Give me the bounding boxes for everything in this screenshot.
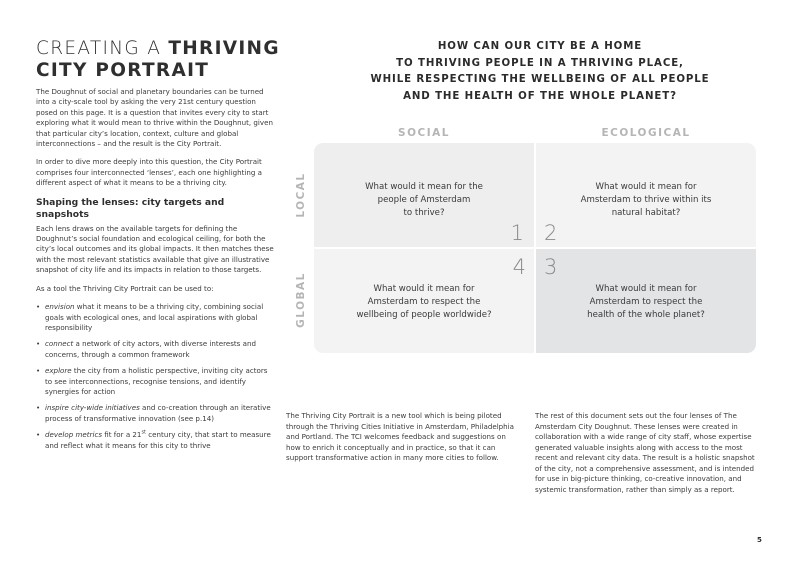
quadrant-line: people of Amsterdam	[377, 195, 471, 205]
list-item	[36, 430, 276, 451]
page-number: 5	[757, 536, 762, 544]
left-column	[36, 87, 276, 457]
bullet-sup: st	[141, 429, 147, 436]
bullet-text: and co-creation through an iterative process of transformative innovation (see p.14)	[45, 403, 271, 423]
list-item	[36, 302, 276, 333]
bullet-text: the city from a holistic perspective, inviting city actors to see interconnections, recognise tensions, and identify synergies for action	[45, 366, 268, 396]
bullet-em: connect	[45, 339, 74, 349]
quadrant-line: What would it mean for the	[365, 182, 483, 192]
quadrant-global-social	[314, 249, 534, 353]
quadrant-question	[324, 181, 524, 220]
quadrant-line: Amsterdam to thrive within its	[580, 195, 712, 205]
page-title	[36, 38, 286, 82]
bullet-text: a network of city actors, with diverse interests and concerns, through a common framework	[45, 339, 256, 359]
bullet-text: century city, that start to measure and reflect what it means for this city to thrive	[45, 430, 271, 450]
bullet-em: inspire city-wide initiatives	[45, 403, 140, 413]
quadrant-number: 1	[510, 221, 524, 245]
quadrant-line: to thrive?	[403, 208, 445, 218]
bullet-em: explore	[45, 366, 72, 376]
uses-list	[36, 302, 276, 451]
title-bold-2: CITY PORTRAIT	[36, 60, 210, 81]
lens-grid	[314, 143, 756, 353]
quadrant-number: 4	[512, 255, 526, 279]
bullet-em: develop metrics	[45, 430, 103, 440]
intro-paragraph-2: In order to dive more deeply into this question, the City Portrait comprises four interconnected ‘lenses’, each one highlighting a different aspect of what it means to be a thriving city.	[36, 157, 263, 188]
list-item	[36, 366, 276, 397]
quadrant-number: 2	[544, 221, 558, 245]
quadrant-question	[546, 181, 746, 220]
quadrant-line: What would it mean for	[595, 182, 697, 192]
lenses-heading: Shaping the lenses: city targets and snapshots	[36, 196, 225, 220]
quadrant-number: 3	[544, 255, 558, 279]
list-item	[36, 403, 276, 424]
quadrant-line: What would it mean for	[373, 284, 475, 294]
quadrant-line: health of the whole planet?	[587, 310, 705, 320]
list-item	[36, 339, 276, 360]
row-label-local: LOCAL	[295, 172, 307, 218]
column-label-ecological: ECOLOGICAL	[601, 127, 691, 139]
column-label-social: SOCIAL	[398, 127, 450, 139]
bullet-text: what it means to be a thriving city, combining social goals with ecological ones, and local aspirations with global responsibility	[45, 302, 264, 332]
quadrant-local-social	[314, 143, 534, 247]
question-line-1: HOW CAN OUR CITY BE A HOME	[437, 41, 643, 52]
quadrant-global-ecological	[536, 249, 756, 353]
bottom-left-paragraph: The Thriving City Portrait is a new tool which is being piloted through the Thriving Cities Initiative in Amsterdam, Philadelphia and Portland. The TCI welcomes feedback and suggestions on how to enrich it conceptually and in practice, so that it can support transformative action in many more cities to follow.	[286, 411, 514, 462]
quadrant-line: Amsterdam to respect the	[589, 297, 703, 307]
quadrant-local-ecological	[536, 143, 756, 247]
bullet-em: envision	[45, 302, 75, 312]
question-line-4: AND THE HEALTH OF THE WHOLE PLANET?	[403, 90, 677, 102]
quadrant-line: wellbeing of people worldwide?	[356, 310, 492, 320]
title-light: CREATING A	[36, 38, 169, 59]
bottom-right-paragraph: The rest of this document sets out the four lenses of The Amsterdam City Doughnut. These lenses were created in collaboration with a wide range of city staff, whose expertise generated valuable insights along with access to the most recent and relevant city data. The result is a holistic snapshot of the city, not a comprehensive assessment, and is intended for use in big-picture thinking, co-creative innovation, and systemic transformation, rather than simply as a report.	[535, 411, 755, 494]
quadrant-question	[546, 283, 746, 322]
quadrant-line: natural habitat?	[611, 208, 681, 218]
intro-paragraph-1: The Doughnut of social and planetary boundaries can be turned into a city-scale tool by asking the very 21st century question posed on this page. It is a question that invites every city to start exploring what it would mean to thrive within the Doughnut, given that particular city’s location, context, culture and global interconnections – and the result is the City Portrait.	[36, 87, 273, 149]
lenses-lead: As a tool the Thriving City Portrait can be used to:	[36, 283, 214, 293]
bullet-text-before: fit for a 21	[102, 430, 142, 440]
title-bold-1: THRIVING	[168, 38, 280, 59]
central-question	[330, 39, 750, 105]
quadrant-line: Amsterdam to respect the	[367, 297, 481, 307]
quadrant-line: What would it mean for	[595, 284, 697, 294]
row-label-global: GLOBAL	[295, 272, 307, 328]
question-line-3: WHILE RESPECTING THE WELLBEING OF ALL PEOPLE	[370, 74, 710, 85]
lenses-body: Each lens draws on the available targets for defining the Doughnut’s social foundation and ecological ceiling, for both the city’s local outcomes and its global impacts. It then matches these with the most relevant statistics available that give an illustrative snapshot of city life and its impacts in relation to those targets.	[36, 223, 274, 275]
quadrant-question	[324, 283, 524, 322]
question-line-2: TO THRIVING PEOPLE IN A THRIVING PLACE,	[396, 57, 684, 69]
